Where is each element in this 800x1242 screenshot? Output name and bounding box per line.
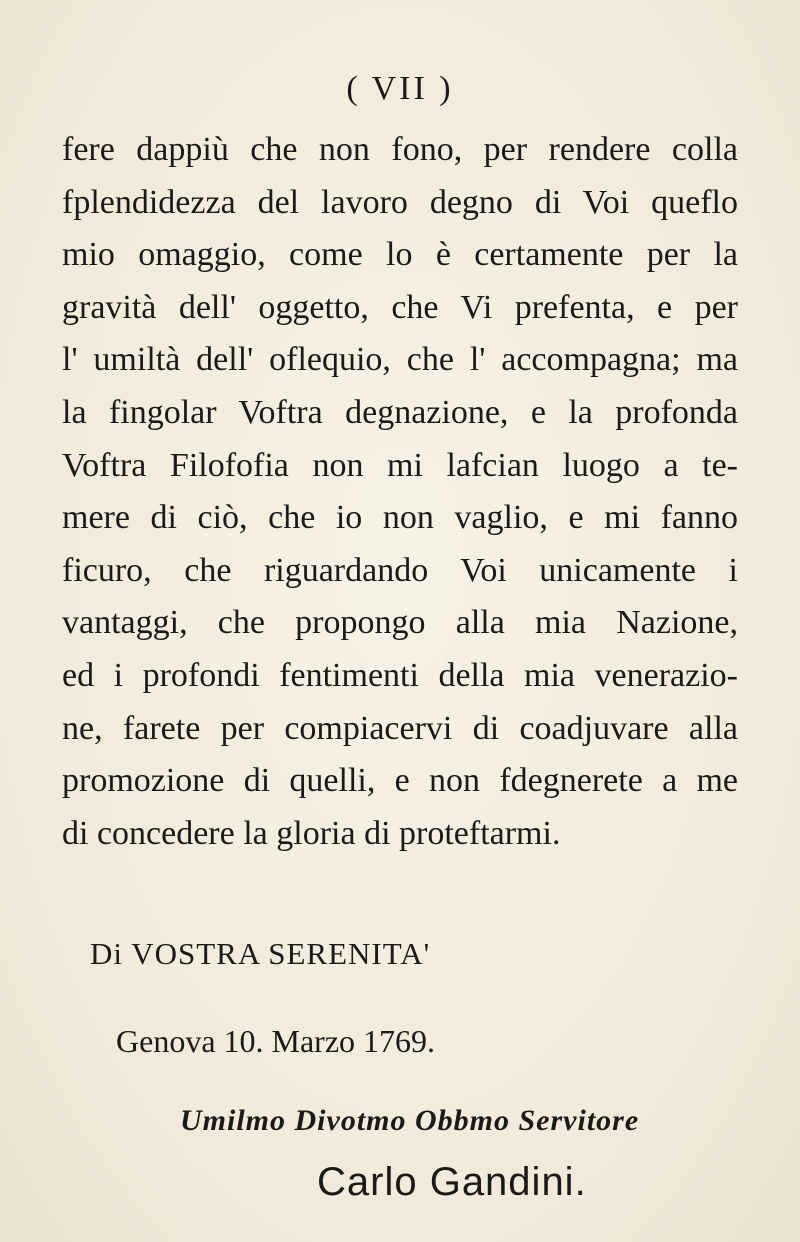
closing-formula: Umilmo Divotmo Obbmo Servitore — [180, 1104, 640, 1137]
body-line: gravità dell' oggetto, che Vi prefenta, e per — [62, 288, 738, 326]
body-line: fplendidezza del lavoro degno di Voi queflo — [62, 183, 738, 221]
body-line: ne, farete per compiacervi di coadjuvare alla — [62, 709, 738, 747]
body-line: Voftra Filofofia non mi lafcian luogo a te- — [62, 446, 738, 484]
body-line: promozione di quelli, e non fdegnerete a me — [62, 762, 738, 800]
body-line: fere dappiù che non fono, per rendere colla — [62, 131, 738, 168]
body-line: mio omaggio, come lo è certamente per la — [62, 236, 738, 274]
date-line: Genova 10. Marzo 1769. — [116, 1023, 436, 1059]
body-line: l' umiltà dell' oflequio, che l' accompagna; ma — [62, 341, 738, 379]
letter-body — [62, 124, 738, 860]
body-line: di concedere la gloria di proteftarmi. — [62, 814, 561, 852]
signature: Carlo Gandini. — [317, 1160, 587, 1204]
body-line: mere di ciò, che io non vaglio, e mi fanno — [62, 499, 738, 537]
page-header: ( VII ) — [346, 70, 454, 107]
body-line: vantaggi, che propongo alla mia Nazione, — [62, 604, 738, 642]
salutation: Di VOSTRA SERENITA' — [90, 936, 431, 971]
body-line: ficuro, che riguardando Voi unicamente i — [62, 551, 738, 589]
body-line: ed i profondi fentimenti della mia venerazio- — [62, 656, 738, 694]
body-line: la fingolar Voftra degnazione, e la profonda — [62, 393, 738, 431]
